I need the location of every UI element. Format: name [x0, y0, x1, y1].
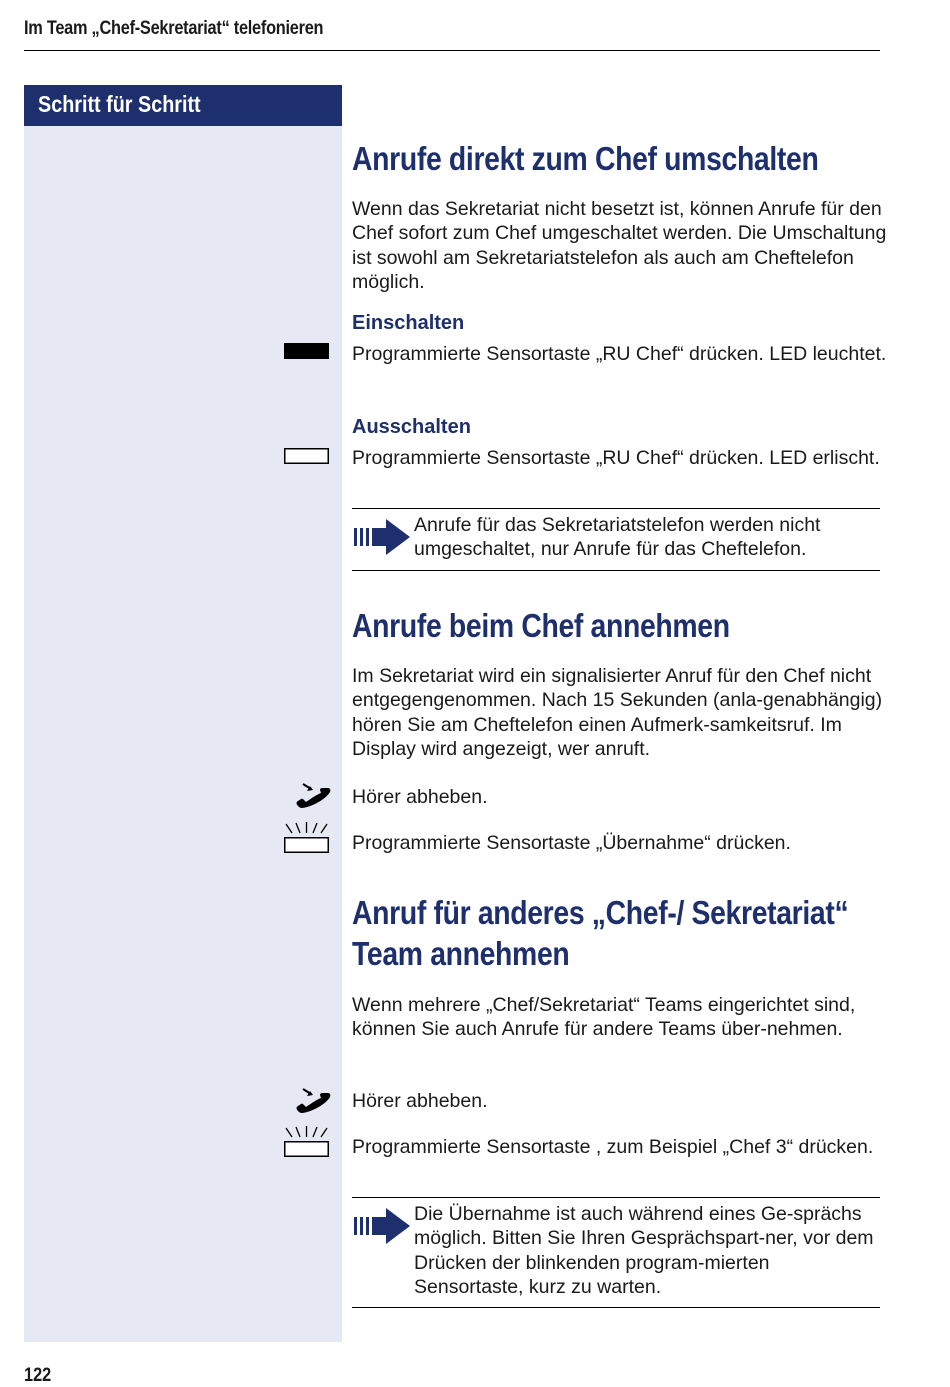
section1-title: Anrufe direkt zum Chef umschalten — [352, 140, 819, 177]
section3-intro: Wenn mehrere „Chef/Sekretariat“ Teams eingerichtet sind, können Sie auch Anrufe für andere Teams über-nehmen. — [352, 994, 856, 1041]
section3-title: Anruf für anderes „Chef-/ Sekretariat“ Team annehmen — [352, 894, 849, 972]
led-off-icon — [284, 448, 329, 464]
note-arrow-icon — [354, 519, 410, 555]
section3-note-text: Die Übernahme ist auch während eines Ge-sprächs möglich. Bitten Sie Ihren Gesprächspart-ner, vor dem Drücken der blinkenden program-mierten Sensortaste, kurz zu warten. — [414, 1203, 874, 1298]
section1-on-step: Programmierte Sensortaste „RU Chef“ drücken. LED leuchtet. — [352, 343, 887, 365]
section1-on-heading: Einschalten — [352, 312, 465, 334]
section1-off-heading: Ausschalten — [352, 416, 471, 438]
running-header — [24, 18, 880, 51]
section1-off-step: Programmierte Sensortaste „RU Chef“ drücken. LED erlischt. — [352, 447, 880, 469]
section1-note — [352, 508, 880, 571]
section3-step2: Programmierte Sensortaste , zum Beispiel „Chef 3“ drücken. — [352, 1136, 874, 1158]
led-flashing-icon — [284, 1126, 329, 1158]
note-arrow-icon — [354, 1208, 410, 1244]
section3-note — [352, 1197, 880, 1308]
section2-title: Anrufe beim Chef annehmen — [352, 607, 730, 644]
sidebar-title: Schritt für Schritt — [24, 85, 342, 126]
section2-intro: Im Sekretariat wird ein signalisierter Anruf für den Chef nicht entgegengenommen. Nach 15 Sekunden (anla-genabhängig) hören Sie am Cheftelefon einen Aufmerk-samkeitsruf. Im Display wird angezeigt, wer anruft. — [352, 665, 883, 760]
running-header-title: Im Team „Chef-Sekretariat“ telefonieren — [24, 18, 324, 39]
led-on-icon — [284, 343, 329, 359]
section1-intro: Wenn das Sekretariat nicht besetzt ist, können Anrufe für den Chef sofort zum Chef umgeschaltet werden. Die Umschaltung ist sowohl am Sekretariatstelefon als auch am Cheftelefon möglich. — [352, 198, 887, 293]
page-number: 122 — [24, 1365, 52, 1386]
handset-lift-icon — [294, 1087, 332, 1115]
section2-step2: Programmierte Sensortaste „Übernahme“ drücken. — [352, 832, 791, 854]
section1-note-text: Anrufe für das Sekretariatstelefon werden nicht umgeschaltet, nur Anrufe für das Cheftelefon. — [414, 514, 821, 561]
section2-step1: Hörer abheben. — [352, 786, 488, 808]
led-flashing-icon — [284, 822, 329, 854]
sidebar-panel — [24, 126, 342, 1342]
handset-lift-icon — [294, 782, 332, 810]
section3-step1: Hörer abheben. — [352, 1090, 488, 1112]
